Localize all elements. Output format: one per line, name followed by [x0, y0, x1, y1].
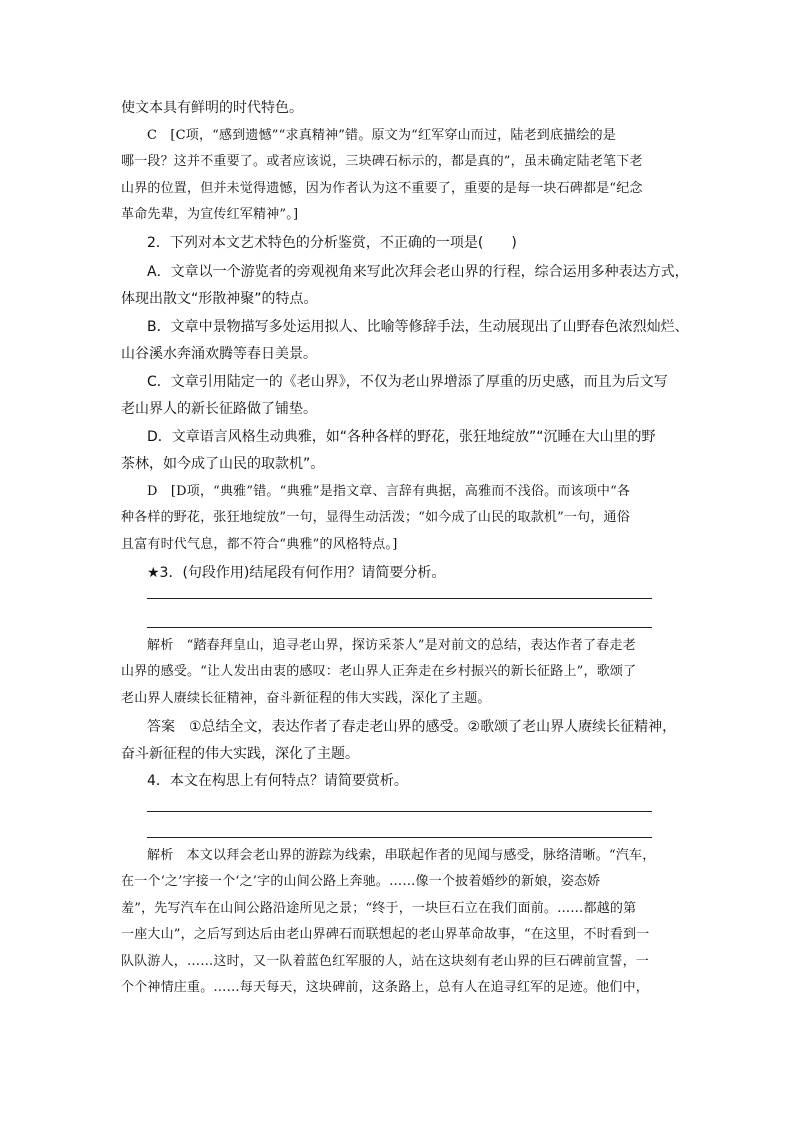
option-c-line-2: 老山界人的新长征路做了铺垫。: [121, 401, 317, 417]
answer-3-line-2: 奋斗新征程的伟大实践，深化了主题。: [121, 746, 359, 762]
answer-line: [147, 598, 652, 599]
analysis-3-line-2: 山界的感受。“让人发出由衷的感叹：老山界人正奔走在乡村振兴的新长征路上”，歌颂了: [121, 664, 637, 679]
analysis-3-line-3: 老山界人赓续长征精神，奋斗新征程的伟大实践，深化了主题。: [121, 691, 491, 706]
answer-line: [147, 837, 652, 838]
question-2: 2．下列对本文艺术特色的分析鉴赏，不正确的一项是( ): [147, 235, 517, 251]
analysis-4-line-1: 解析 本文以拜会老山界的游踪为线索，串联起作者的见闻与感受，脉络清晰。“汽车，: [147, 848, 656, 863]
analysis-4-line-2: 在一个‘之’字接一个‘之’字的山间公路上奔驰。……像一个披着婚纱的新娘，姿态娇: [121, 874, 601, 889]
question-4: 4．本文在构思上有何特点？请简要赏析。: [147, 773, 408, 789]
option-c-line-1: C．文章引用陆定一的《老山界》，不仅为老山界增添了厚重的历史感，而且为后文写: [147, 374, 668, 390]
line-4: 山界的位置，但并未觉得遗憾，因为作者认为这不重要了，重要的是每一块石碑都是“纪念: [121, 181, 643, 196]
answer-2-line-2: 种各样的野花，张狂地绽放”一句，显得生动活泼；“如今成了山民的取款机”一句，通俗: [121, 510, 630, 525]
line-1: 使文本具有鲜明的时代特色。: [121, 100, 303, 116]
option-d-line-1: D．文章语言风格生动典雅，如“各种各样的野花，张狂地绽放”“沉睡在大山里的野: [147, 429, 656, 445]
question-3: ★3．(句段作用)结尾段有何作用？请简要分析。: [147, 565, 446, 581]
answer-line: [147, 811, 652, 812]
analysis-4-line-5: 队队游人，……这时，又一队着蓝色红军服的人，站在这块刻有老山界的巨石碑前宣誓，一: [121, 954, 650, 969]
answer-2-line-3: 且富有时代气息，都不符合“典雅”的风格特点。]: [121, 537, 398, 552]
analysis-4-line-4: 一座大山”，之后写到达后由老山界碑石而联想起的老山界革命故事，“在这里，不时看到一: [121, 927, 650, 942]
line-5: 革命先辈，为宣传红军精神”。]: [121, 207, 299, 222]
option-b-line-1: B．文章中景物描写多处运用拟人、比喻等修辞手法，生动展现出了山野春色浓烈灿烂、: [147, 319, 689, 335]
analysis-4-line-6: 个个神情庄重。……每天每天，这块碑前，这条路上，总有人在追寻红军的足迹。他们中，: [121, 980, 650, 995]
line-3: 哪一段？这并不重要了。或者应该说，三块碑石标示的，都是真的”，虽未确定陆老笔下老: [121, 154, 643, 169]
option-d-line-2: 茶林，如今成了山民的取款机”。: [121, 456, 325, 472]
option-a-line-2: 体现出散文“形散神聚”的特点。: [121, 291, 318, 307]
answer-3-line-1: 答案 ①总结全文，表达作者了春走老山界的感受。②歌颂了老山界人赓续长征精神，: [147, 719, 677, 735]
analysis-3-line-1: 解析 “踏春拜皇山，追寻老山界，探访采茶人”是对前文的总结，表达作者了春走老: [147, 638, 636, 653]
line-2: C [C项，“感到遗憾”“求真精神”错。原文为“红军穿山而过，陆老到底描绘的是: [147, 128, 616, 143]
option-b-line-2: 山谷溪水奔涌欢腾等春日美景。: [121, 346, 317, 362]
answer-line: [147, 627, 652, 628]
analysis-4-line-3: 羞”，先写汽车在山间公路沿途所见之景；“终于，一块巨石立在我们面前。……都越的第: [121, 901, 637, 916]
option-a-line-1: A．文章以一个游览者的旁观视角来写此次拜会老山界的行程，综合运用多种表达方式，: [147, 264, 689, 280]
answer-2-line-1: D [D项，“典雅”错。“典雅”是指文章、言辞有典据，高雅而不浅俗。而该项中“各: [147, 484, 631, 499]
